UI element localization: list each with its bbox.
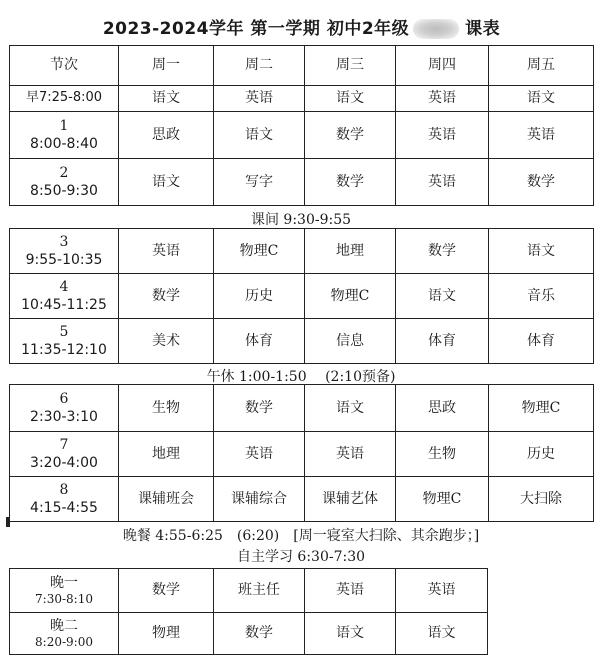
- table-row: [10, 385, 594, 432]
- subject-cell: 体育: [396, 319, 489, 364]
- subject-cell: 数学: [396, 229, 489, 274]
- period-number: 1: [59, 117, 69, 134]
- subject-cell: 地理: [119, 432, 214, 477]
- period-label: [10, 274, 119, 319]
- subject-cell: 语文: [305, 385, 396, 432]
- period-label: [10, 112, 119, 159]
- header-row: [10, 46, 594, 86]
- subject-cell: 英语: [396, 86, 489, 112]
- subject-cell: 历史: [214, 274, 305, 319]
- subject-cell: 语文: [305, 86, 396, 112]
- subject-cell: 英语: [396, 159, 489, 206]
- period-label: [10, 159, 119, 206]
- period-time: 8:20-9:00: [35, 634, 93, 649]
- break-dinner: 晚餐 4:55-6:25 (6:20) [周一寝室大扫除、其余跑步；]: [122, 528, 480, 544]
- subject-cell: 英语: [305, 569, 396, 613]
- subject-cell: 语文: [396, 274, 489, 319]
- period-time: 8:50-9:30: [30, 183, 98, 199]
- subject-cell: 数学: [214, 385, 305, 432]
- break-noon: 午休 1:00-1:50 (2:10预备): [206, 369, 396, 385]
- subject-cell: 物理: [119, 613, 214, 655]
- period-label: [10, 229, 119, 274]
- schedule-table-morning: [9, 45, 594, 206]
- table-row: [10, 159, 594, 206]
- subject-cell: 语文: [396, 613, 488, 655]
- period-number: 8: [59, 481, 69, 498]
- subject-cell: 数学: [214, 613, 305, 655]
- subject-cell: 数学: [489, 159, 594, 206]
- subject-cell: 课辅综合: [214, 477, 305, 522]
- period-time: 8:00-8:40: [30, 136, 98, 152]
- period-number: 6: [59, 390, 69, 407]
- subject-cell: 课辅艺体: [305, 477, 396, 522]
- subject-cell: 历史: [489, 432, 594, 477]
- period-label: 早7:25-8:00: [10, 86, 119, 112]
- period-time: 11:35-12:10: [21, 342, 107, 358]
- period-number: 2: [59, 164, 69, 181]
- schedule-table-afternoon: [9, 384, 594, 522]
- subject-cell: 英语: [214, 86, 305, 112]
- subject-cell: 语文: [214, 112, 305, 159]
- period-number: 5: [59, 323, 69, 340]
- period-time: 2:30-3:10: [30, 409, 98, 425]
- subject-cell: 语文: [119, 159, 214, 206]
- period-number: 晚一: [50, 574, 78, 591]
- subject-cell: 英语: [119, 229, 214, 274]
- subject-cell: 物理C: [305, 274, 396, 319]
- table-row: [10, 112, 594, 159]
- subject-cell: 英语: [489, 112, 594, 159]
- subject-cell: 英语: [396, 112, 489, 159]
- subject-cell: 数学: [119, 274, 214, 319]
- subject-cell: 英语: [214, 432, 305, 477]
- subject-cell: 语文: [489, 86, 594, 112]
- timetable-title: [0, 14, 603, 39]
- subject-cell: 数学: [305, 112, 396, 159]
- subject-cell: 思政: [396, 385, 489, 432]
- period-time: 4:15-4:55: [30, 500, 98, 516]
- period-time: 3:20-4:00: [30, 455, 98, 471]
- table-row: [10, 613, 488, 655]
- period-number: 晚二: [50, 617, 78, 634]
- header-friday: 周五: [489, 46, 594, 86]
- subject-cell: 体育: [489, 319, 594, 364]
- subject-cell: 写字: [214, 159, 305, 206]
- period-label: [10, 569, 119, 613]
- break-self-study: 自主学习 6:30-7:30: [236, 549, 366, 565]
- header-thursday: 周四: [396, 46, 489, 86]
- subject-cell: 语文: [489, 229, 594, 274]
- period-label: [10, 319, 119, 364]
- subject-cell: 数学: [119, 569, 214, 613]
- subject-cell: 物理C: [214, 229, 305, 274]
- period-label: [10, 385, 119, 432]
- title-prefix: 2023-2024学年 第一学期 初中2年级: [102, 19, 410, 39]
- table-row: [10, 229, 594, 274]
- schedule-table-midday: [9, 228, 594, 364]
- period-label: [10, 613, 119, 655]
- subject-cell: 班主任: [214, 569, 305, 613]
- period-time: 9:55-10:35: [25, 252, 103, 268]
- title-suffix: 课表: [465, 19, 501, 39]
- subject-cell: 思政: [119, 112, 214, 159]
- subject-cell: 英语: [396, 569, 488, 613]
- table-row: [10, 477, 594, 522]
- subject-cell: 地理: [305, 229, 396, 274]
- header-period: 节次: [10, 46, 119, 86]
- period-label: [10, 432, 119, 477]
- subject-cell: 生物: [396, 432, 489, 477]
- subject-cell: 物理C: [489, 385, 594, 432]
- period-number: 7: [59, 436, 69, 453]
- subject-cell: 英语: [305, 432, 396, 477]
- schedule-table-evening: [9, 568, 488, 655]
- subject-cell: 大扫除: [489, 477, 594, 522]
- table-row: [10, 274, 594, 319]
- table-row: [10, 86, 594, 112]
- period-label: [10, 477, 119, 522]
- subject-cell: 语文: [119, 86, 214, 112]
- subject-cell: 美术: [119, 319, 214, 364]
- subject-cell: 音乐: [489, 274, 594, 319]
- period-number: 4: [59, 278, 69, 295]
- blurred-class-name: [413, 19, 459, 39]
- header-monday: 周一: [119, 46, 214, 86]
- subject-cell: 数学: [305, 159, 396, 206]
- period-number: 3: [59, 233, 69, 250]
- subject-cell: 物理C: [396, 477, 489, 522]
- break-morning: 课间 9:30-9:55: [250, 212, 352, 228]
- table-row: [10, 569, 488, 613]
- table-row: [10, 319, 594, 364]
- subject-cell: 生物: [119, 385, 214, 432]
- header-wednesday: 周三: [305, 46, 396, 86]
- subject-cell: 课辅班会: [119, 477, 214, 522]
- subject-cell: 信息: [305, 319, 396, 364]
- subject-cell: 体育: [214, 319, 305, 364]
- table-row: [10, 432, 594, 477]
- header-tuesday: 周二: [214, 46, 305, 86]
- subject-cell: 语文: [305, 613, 396, 655]
- period-time: 10:45-11:25: [21, 297, 107, 313]
- period-time: 7:30-8:10: [35, 591, 93, 606]
